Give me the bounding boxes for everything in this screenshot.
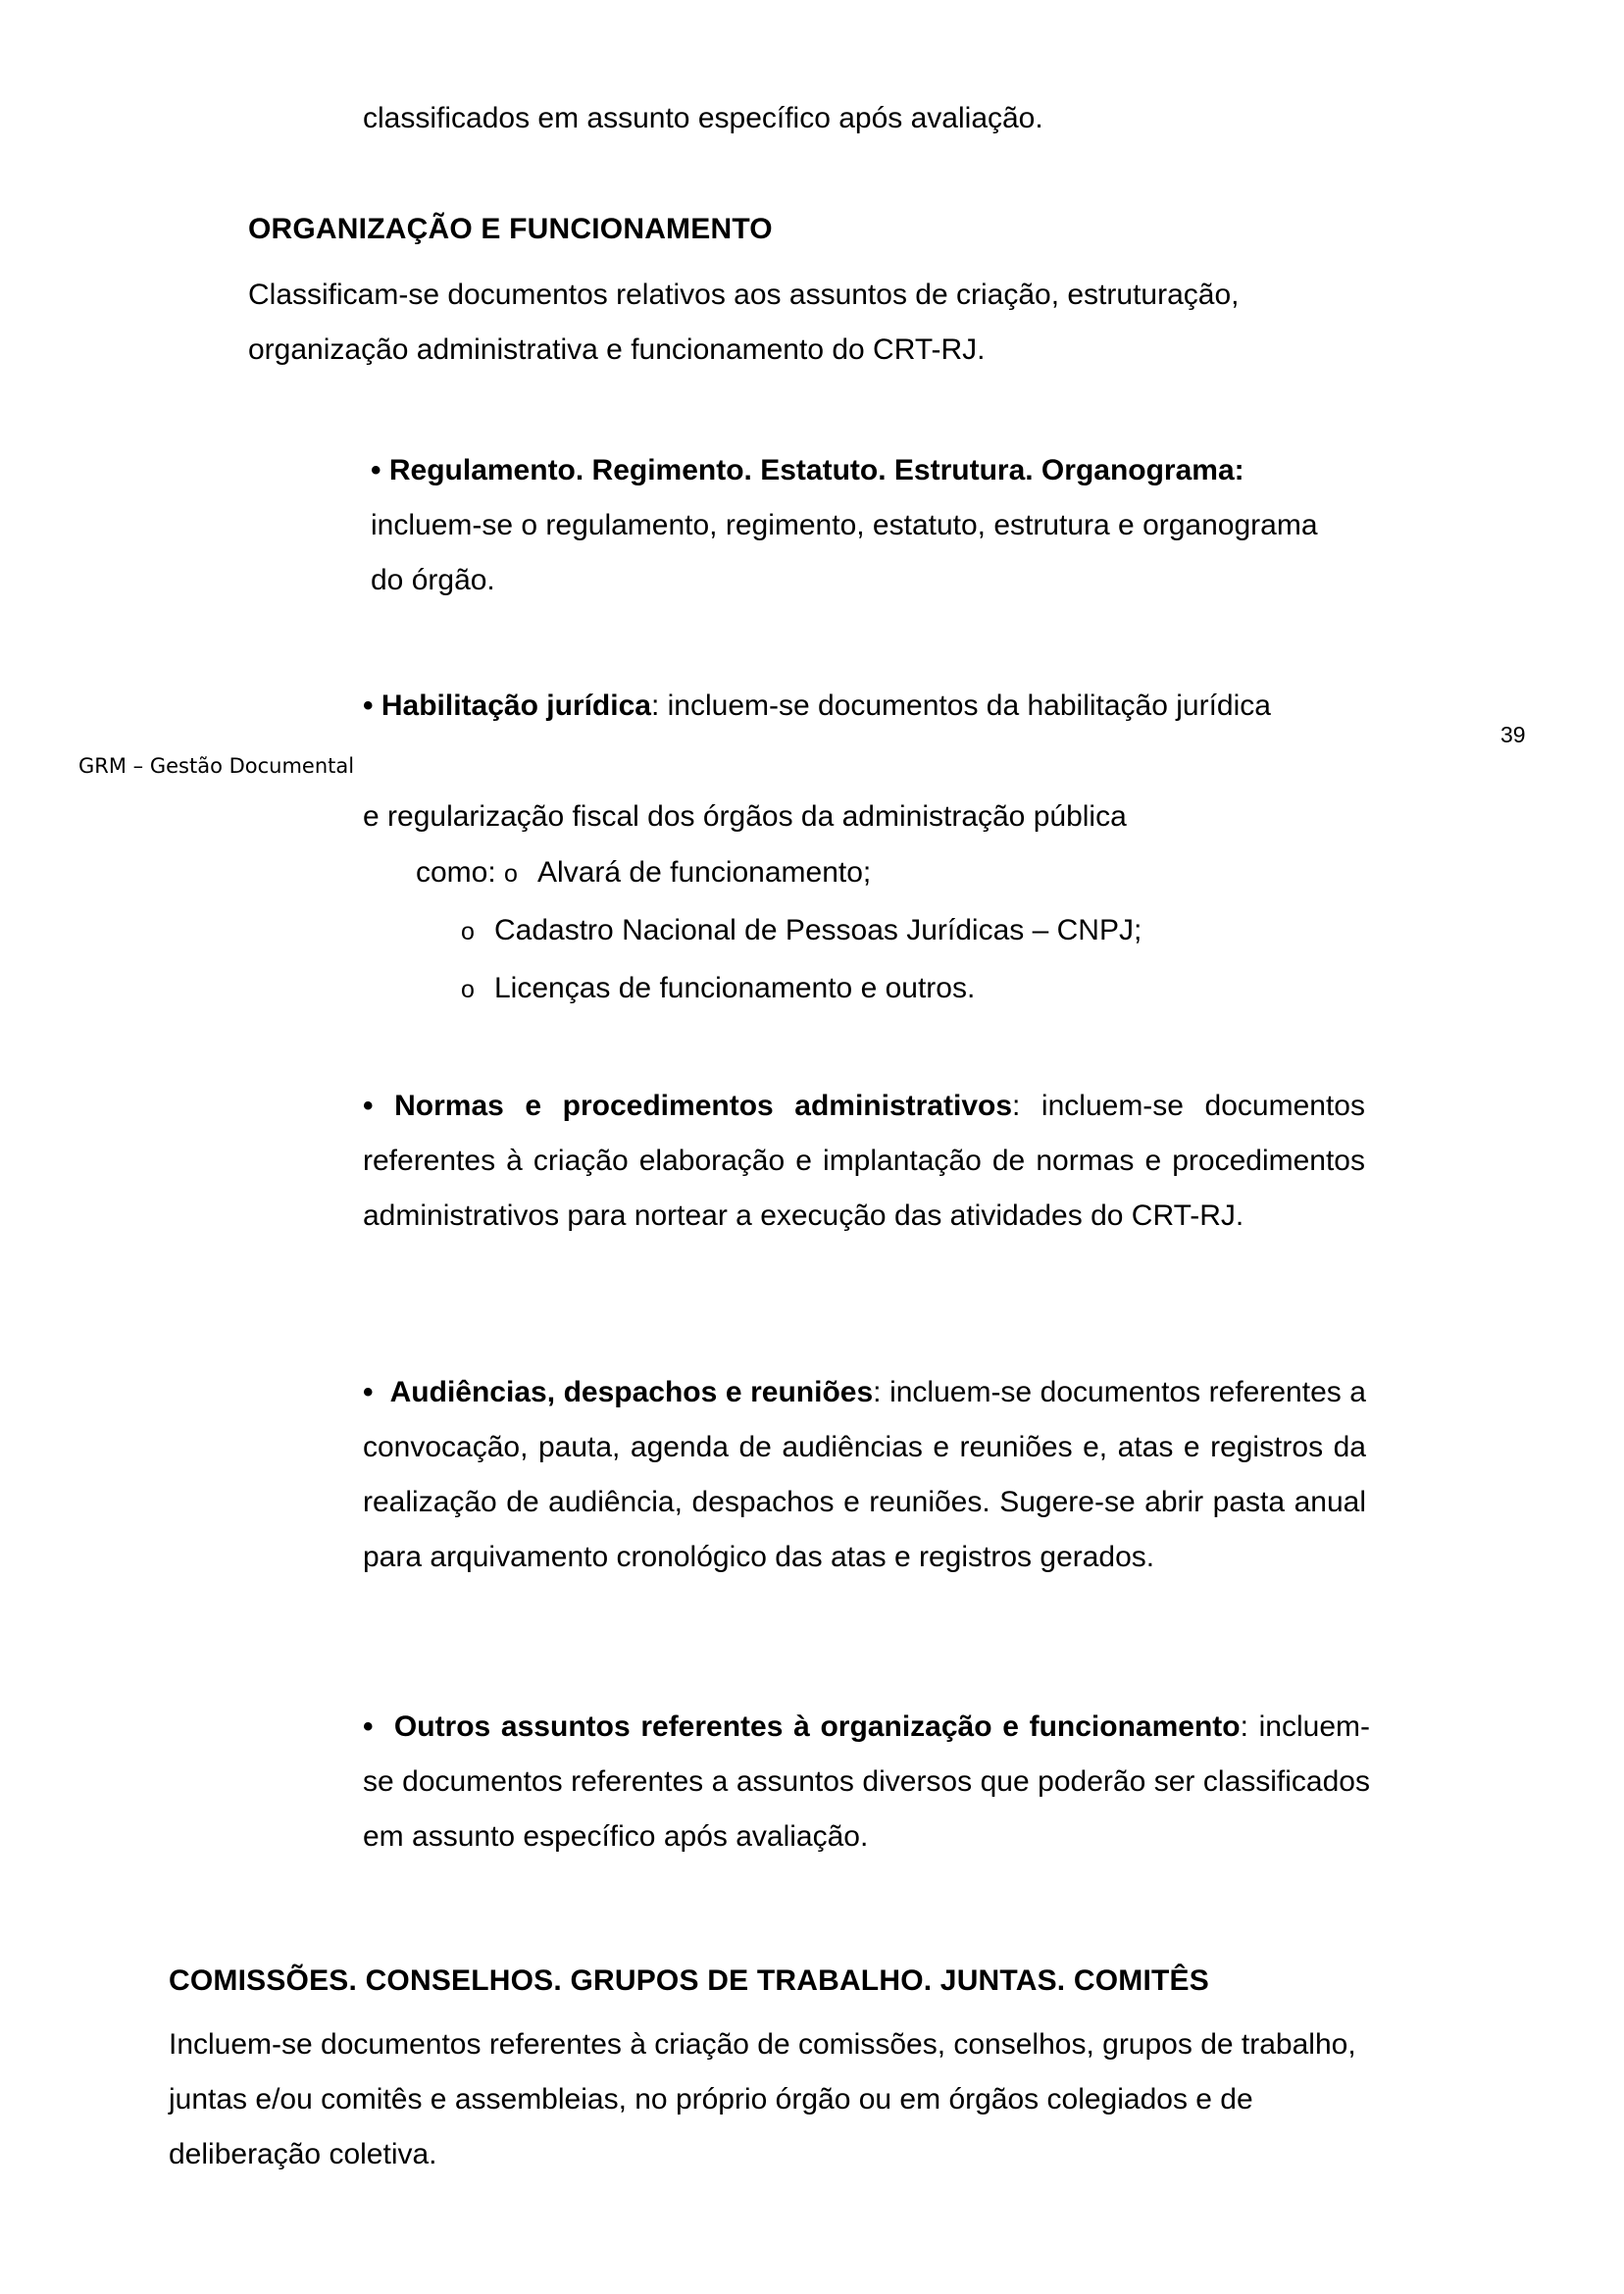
- bullet-body-habilitacao-line2: e regularização fiscal dos órgãos da administração pública: [363, 800, 1127, 833]
- bullet-body-regulamento: incluem-se o regulamento, regimento, estatuto, estrutura e organograma do órgão.: [371, 509, 1318, 596]
- bullet-item-normas: [316, 1079, 1365, 1244]
- circle-bullet-icon: o: [461, 976, 475, 1003]
- bullet-term-outros: Outros assuntos referentes à organização e funcionamento: [393, 1710, 1241, 1743]
- bullet-term-audiencias: Audiências, despachos e reuniões: [389, 1376, 874, 1408]
- bullet-item-audiencias: [312, 1365, 1366, 1585]
- bullet-body-habilitacao-line1: : incluem-se documentos da habilitação jurídica: [650, 689, 1271, 722]
- bullet-item-outros: [316, 1700, 1370, 1864]
- sub-list-item: [416, 960, 1396, 1018]
- bullet-marker: •: [363, 689, 374, 722]
- sub-list-item-text: Cadastro Nacional de Pessoas Jurídicas – CNPJ;: [494, 914, 1142, 946]
- sub-list-item: [416, 844, 1396, 902]
- bullet-marker: •: [363, 1710, 374, 1743]
- sub-list-prefix: como:: [416, 856, 496, 889]
- sub-list-item: [416, 902, 1396, 960]
- section-heading-comissoes: COMISSÕES. CONSELHOS. GRUPOS DE TRABALHO. JUNTAS. COMITÊS: [169, 1964, 1209, 1997]
- bullet-item-regulamento: [324, 443, 1334, 608]
- bullet-item-habilitacao: [363, 679, 1402, 734]
- bullet-marker: •: [371, 454, 381, 486]
- bullet-marker: •: [363, 1376, 374, 1408]
- bullet-body-normas: : incluem-se documentos referentes à criação elaboração e implantação de normas e procedimentos administrativos para nortear a execução das atividades do CRT-RJ.: [363, 1090, 1365, 1232]
- sub-list-habilitacao: [416, 844, 1396, 1018]
- bullet-term-normas: Normas e procedimentos administrativos: [394, 1090, 1013, 1122]
- circle-bullet-icon: o: [461, 918, 475, 945]
- page-number: 39: [1500, 722, 1526, 747]
- footer-note: GRM – Gestão Documental: [78, 754, 355, 778]
- continuation-paragraph: classificados em assunto específico após avaliação.: [363, 102, 1043, 134]
- bullet-term-regulamento: Regulamento. Regimento. Estatuto. Estrutura. Organograma:: [388, 454, 1244, 486]
- bullet-marker: •: [363, 1090, 374, 1122]
- sub-list-item-text: Alvará de funcionamento;: [537, 856, 872, 889]
- circle-bullet-icon: o: [504, 860, 518, 888]
- section-intro-organizacao: Classificam-se documentos relativos aos assuntos de criação, estruturação, organização administrativa e funcionamento do CRT-RJ.: [248, 279, 1240, 366]
- bullet-body-audiencias: : incluem-se documentos referentes a convocação, pauta, agenda de audiências e reuniões e, atas e registros da realização de audiência, despachos e reuniões. Sugere-se abrir pasta anual para arquivamento cronológico das atas e registros gerados.: [363, 1376, 1366, 1573]
- section-heading-organizacao: ORGANIZAÇÃO E FUNCIONAMENTO: [248, 213, 773, 245]
- bullet-term-habilitacao: Habilitação jurídica: [381, 689, 651, 722]
- sub-list-item-text: Licenças de funcionamento e outros.: [494, 972, 976, 1004]
- section-intro-comissoes: Incluem-se documentos referentes à criação de comissões, conselhos, grupos de trabalho, juntas e/ou comitês e assembleias, no próprio órgão ou em órgãos colegiados e de deliberação coletiva.: [169, 2028, 1356, 2170]
- bullet-body-outros: : incluem-se documentos referentes a assuntos diversos que poderão ser classificados em assunto específico após avaliação.: [363, 1710, 1370, 1853]
